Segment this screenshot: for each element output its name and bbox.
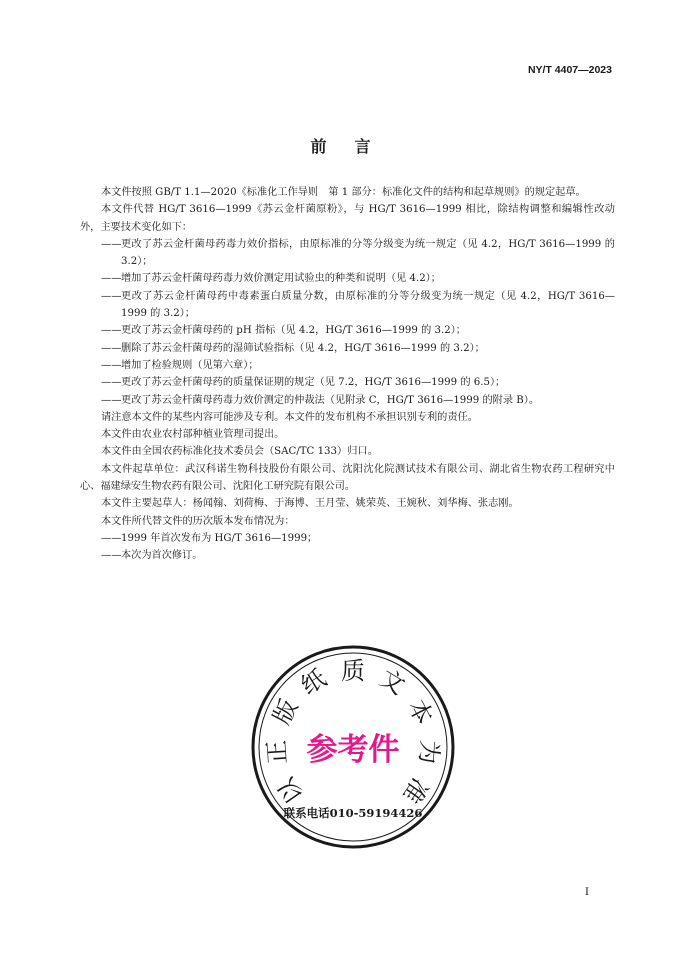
list-item — [80, 236, 615, 271]
paragraph-text: 增加了苏云金杆菌母药毒力效价测定用试验虫的种类和说明（见 4.2）； — [121, 273, 441, 285]
paragraph-text: 本文件代替 HG/T 3616—1999《苏云金杆菌原粉》，与 HG/T 3616—1999 相比，除结构调整和编辑性改动外，主要技术变化如下： — [80, 204, 615, 233]
paragraph — [80, 426, 615, 443]
stamp-ring-char: 质 — [341, 657, 365, 685]
list-item — [80, 392, 615, 409]
list-dash: —— — [101, 394, 122, 406]
page-number: I — [584, 886, 589, 898]
paragraph-text: 更改了苏云金杆菌母药的 pH 指标（见 4.2，HG/T 3616—1999 的 3.2）； — [121, 325, 466, 337]
list-item — [80, 288, 615, 323]
paragraph-text: 本文件由农业农村部种植业管理司提出。 — [101, 429, 285, 441]
document-body — [80, 184, 615, 565]
stamp-phone-text: 联系电话010-59194426 — [283, 806, 423, 820]
stamp-ring-char: 纸 — [296, 663, 332, 701]
list-dash: —— — [101, 238, 122, 250]
list-dash: —— — [101, 550, 122, 562]
paragraph-text: 本文件主要起草人：杨闻翰、刘荷梅、于海博、王月莹、姚荣英、王婉秋、刘华梅、张志刚。 — [101, 498, 519, 510]
stamp-ring-char: 文 — [374, 663, 410, 701]
list-item — [80, 530, 615, 547]
paragraph-text: 删除了苏云金杆菌母药的湿筛试验指标（见 4.2，HG/T 3616—1999 的 3.2）； — [121, 342, 485, 354]
paragraph-text: 本文件由全国农药标准化技术委员会（SAC/TC 133）归口。 — [101, 446, 378, 458]
list-item — [80, 270, 615, 287]
list-dash: —— — [101, 377, 122, 389]
paragraph-text: 本文件按照 GB/T 1.1—2020《标准化工作导则 第 1 部分：标准化文件的结构和起草规则》的规定起草。 — [101, 187, 586, 198]
list-item — [80, 322, 615, 339]
paragraph-text: 更改了苏云金杆菌母药中毒素蛋白质量分数，由原标准的分等分级变为统一规定（见 4.2，HG/T 3616—1999 的 3.2）； — [121, 290, 615, 320]
list-item — [80, 547, 615, 564]
paragraph-text: 增加了检验规则（见第六章）； — [121, 359, 259, 371]
stamp-ring-char: 本 — [402, 694, 439, 730]
paragraph — [80, 495, 615, 512]
list-item — [80, 340, 615, 357]
paragraph-text: 本文件所代替文件的历次版本发布情况为： — [101, 515, 295, 527]
stamp-ring-char: 版 — [267, 694, 304, 730]
title-char-2: 言 — [354, 137, 371, 156]
paragraph — [80, 443, 615, 460]
paragraph-text: 请注意本文件的某些内容可能涉及专利。本文件的发布机构不承担识别专利的责任。 — [101, 411, 478, 423]
title-char-1: 前 — [310, 137, 327, 156]
paragraph-text: 更改了苏云金杆菌母药的质量保证期的规定（见 7.2，HG/T 3616—1999 的 6.5）； — [121, 377, 506, 389]
stamp-center-text: 参考件 — [306, 732, 400, 768]
list-dash: —— — [101, 273, 122, 285]
list-dash: —— — [101, 290, 122, 302]
list-dash: —— — [101, 342, 122, 354]
list-item — [80, 357, 615, 374]
paragraph-text: 更改了苏云金杆菌母药毒力效价测定的仲裁法（见附录 C，HG/T 3616—1999 的附录 B）。 — [121, 394, 540, 406]
paragraph — [80, 201, 615, 236]
paragraph-text: 更改了苏云金杆菌母药毒力效价指标，由原标准的分等分级变为统一规定（见 4.2，HG/T 3616—1999 的 3.2）； — [121, 238, 615, 268]
paragraph — [80, 513, 615, 530]
list-dash: —— — [101, 532, 122, 544]
standard-code: NY/T 4407—2023 — [527, 64, 612, 76]
list-dash: —— — [101, 359, 122, 371]
reference-stamp — [248, 642, 458, 852]
list-item — [80, 374, 615, 391]
list-dash: —— — [101, 325, 122, 337]
paragraph-text: 本文件起草单位：武汉科诺生物科技股份有限公司、沈阳沈化院测试技术有限公司、湖北省生物农药工程研究中心、福建绿安生物农药有限公司、沈阳化工研究院有限公司。 — [80, 463, 615, 493]
paragraph-text: 本次为首次修订。 — [121, 550, 203, 562]
stamp-ring-char: 以 — [272, 772, 310, 809]
paragraph — [80, 409, 615, 426]
stamp-ring-char: 正 — [262, 739, 292, 765]
page-title — [0, 134, 681, 157]
stamp-ring-char: 为 — [414, 739, 444, 765]
stamp-ring-char: 准 — [396, 772, 434, 809]
paragraph — [80, 461, 615, 496]
paragraph — [80, 184, 615, 201]
paragraph-text: 1999 年首次发布为 HG/T 3616—1999； — [121, 532, 318, 544]
